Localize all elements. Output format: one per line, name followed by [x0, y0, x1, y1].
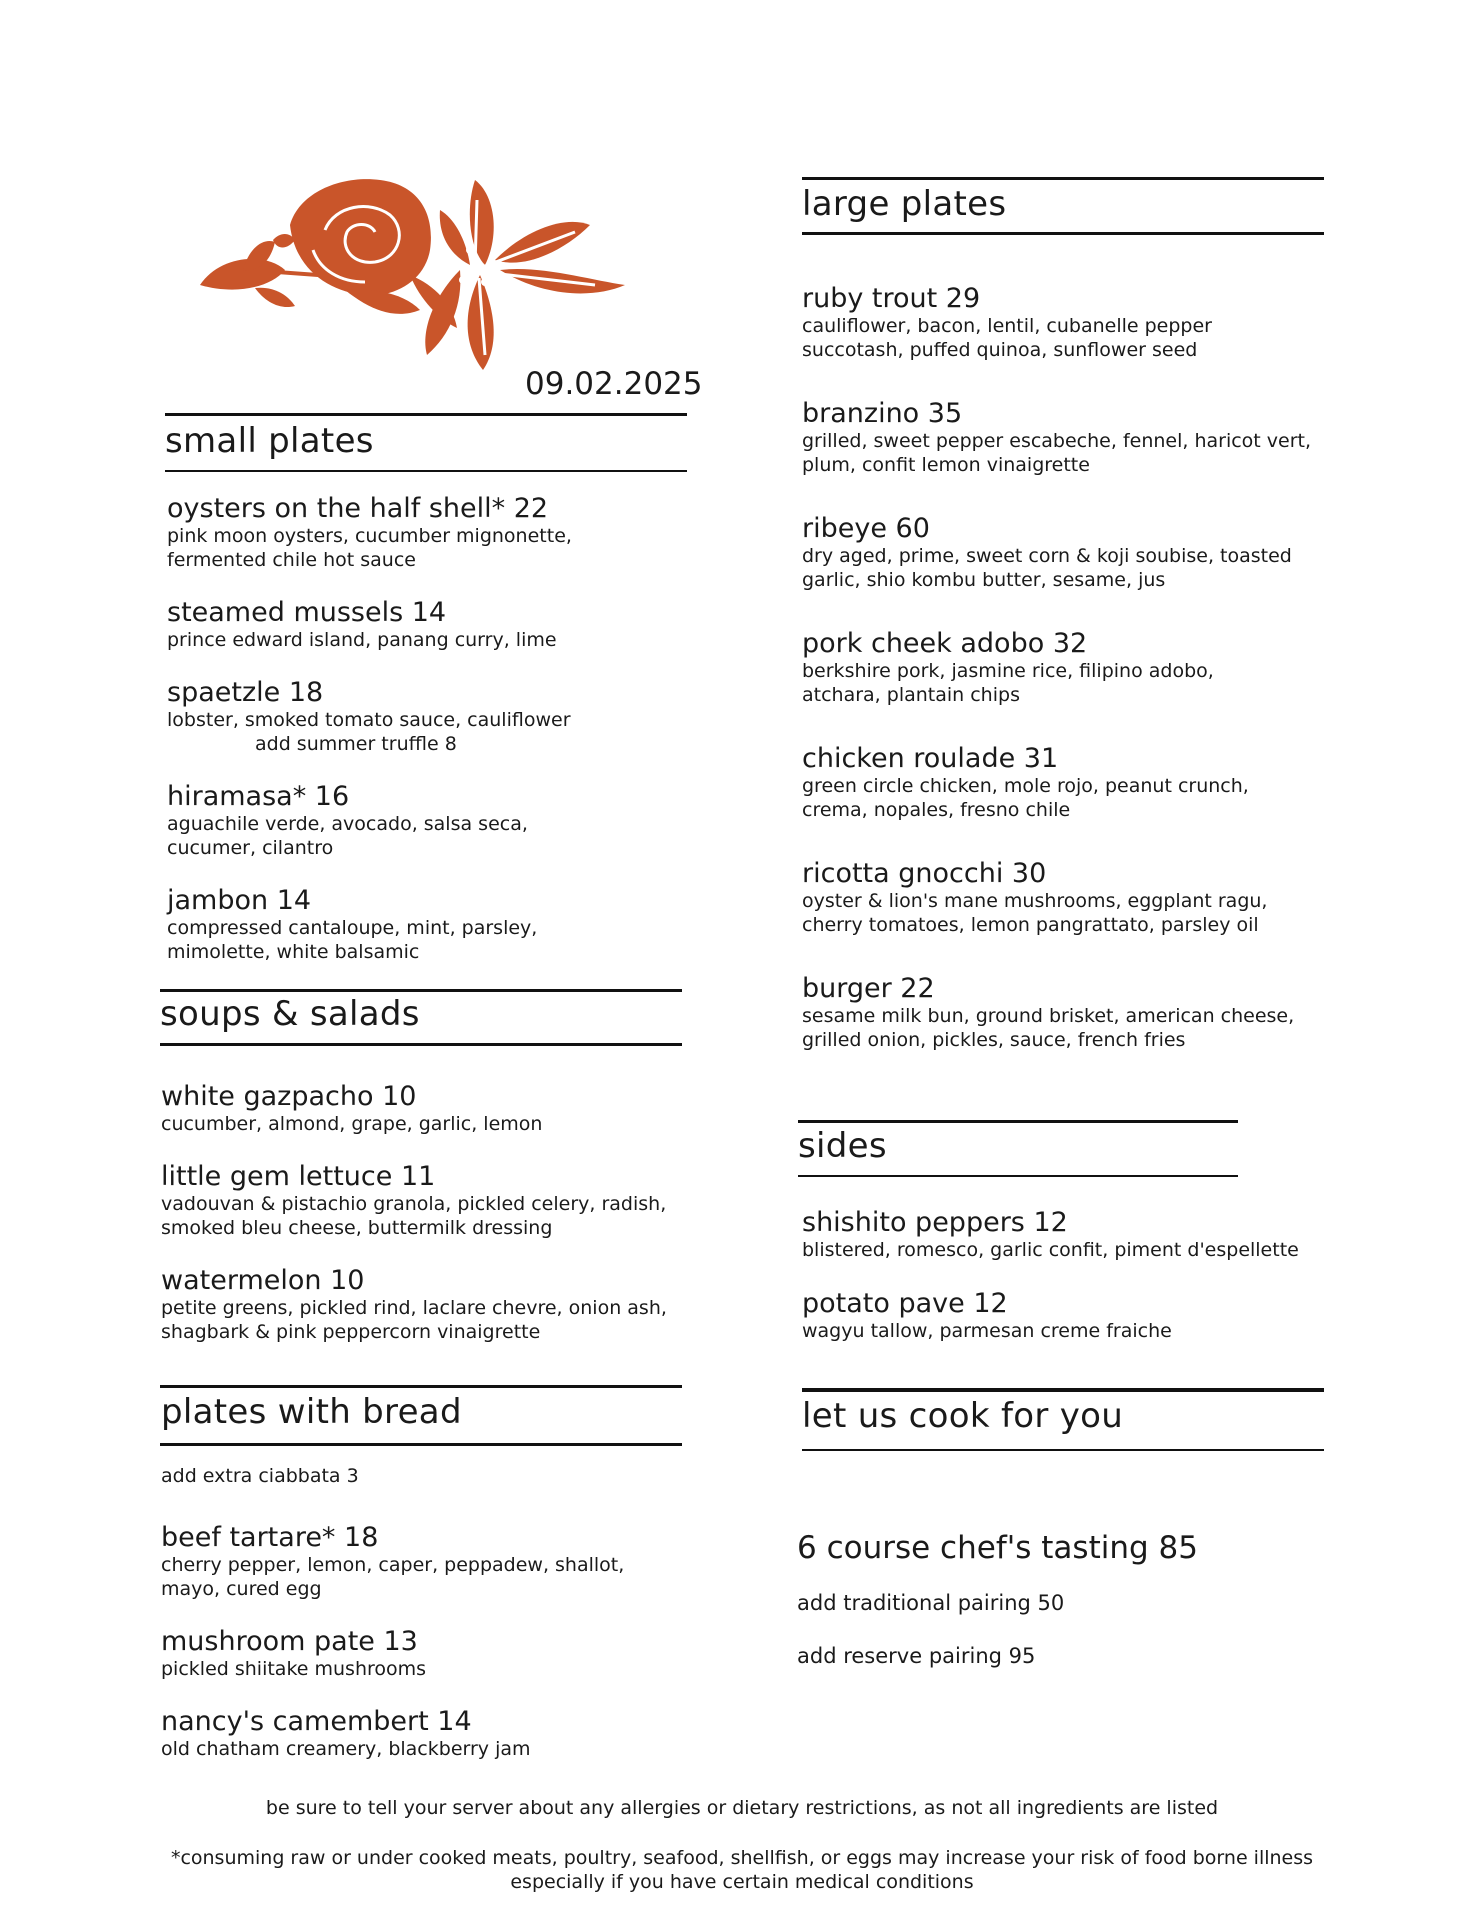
section-rule [798, 1175, 1238, 1177]
menu-item [167, 494, 572, 572]
dish-description: vadouvan & pistachio granola, pickled celery, radish, [161, 1193, 667, 1215]
dish-description: aguachile verde, avocado, salsa seca, [167, 813, 528, 835]
dish-description: berkshire pork, jasmine rice, filipino adobo, [802, 660, 1214, 682]
tasting-menu-title: 6 course chef's tasting 85 [797, 1530, 1198, 1566]
menu-item [167, 886, 537, 964]
dish-name: mushroom pate 13 [161, 1626, 418, 1657]
dish-description: old chatham creamery, blackberry jam [161, 1738, 531, 1760]
section-rule [160, 1385, 682, 1388]
menu-item [161, 1266, 667, 1344]
menu-item [802, 399, 1311, 477]
dish-name: ribeye 60 [802, 513, 930, 544]
dish-name: hiramasa* 16 [167, 781, 350, 812]
section-title-plates-with-bread: plates with bread [161, 1392, 462, 1432]
dish-description: fermented chile hot sauce [167, 549, 416, 571]
section-rule [802, 1388, 1324, 1392]
menu-item [161, 1082, 542, 1136]
section-title-tasting: let us cook for you [802, 1396, 1124, 1436]
section-rule [160, 1443, 682, 1446]
dish-name: potato pave 12 [802, 1288, 1008, 1319]
dish-description: grilled, sweet pepper escabeche, fennel, haricot vert, [802, 430, 1312, 452]
menu-item [802, 1289, 1172, 1343]
dish-description: grilled onion, pickles, sauce, french fries [802, 1029, 1186, 1051]
dish-description: green circle chicken, mole rojo, peanut crunch, [802, 775, 1249, 797]
dish-description: cherry pepper, lemon, caper, peppadew, shallot, [161, 1554, 625, 1576]
dish-description: blistered, romesco, garlic confit, piment d'espellette [802, 1239, 1299, 1261]
menu-item [802, 1208, 1299, 1262]
dish-name: oysters on the half shell* 22 [167, 493, 549, 524]
dish-name: steamed mussels 14 [167, 597, 447, 628]
dish-addon: add summer truffle 8 [255, 733, 457, 755]
section-title-large-plates: large plates [802, 184, 1007, 224]
dish-description: dry aged, prime, sweet corn & koji soubise, toasted [802, 545, 1292, 567]
pairing-option: add reserve pairing 95 [797, 1644, 1036, 1668]
dish-description: crema, nopales, fresno chile [802, 799, 1071, 821]
menu-item [161, 1523, 624, 1601]
dish-description: sesame milk bun, ground brisket, american cheese, [802, 1005, 1295, 1027]
dish-description: succotash, puffed quinoa, sunflower seed [802, 339, 1198, 361]
menu-item [167, 598, 557, 652]
dish-name: ricotta gnocchi 30 [802, 858, 1047, 889]
dish-description: cucumer, cilantro [167, 837, 334, 859]
section-rule [160, 1043, 682, 1046]
section-rule [160, 989, 682, 992]
dish-description: atchara, plantain chips [802, 684, 1020, 706]
menu-item [802, 744, 1249, 822]
section-rule [802, 232, 1324, 235]
menu-date: 09.02.2025 [525, 366, 703, 402]
dish-description: mayo, cured egg [161, 1578, 322, 1600]
consumption-warning: *consuming raw or under cooked meats, poultry, seafood, shellfish, or eggs may increase your risk of food borne illness [170, 1847, 1314, 1869]
menu-item [161, 1627, 426, 1681]
dish-name: little gem lettuce 11 [161, 1161, 436, 1192]
dish-description: shagbark & pink peppercorn vinaigrette [161, 1321, 541, 1343]
dish-name: spaetzle 18 [167, 677, 324, 708]
dish-name: branzino 35 [802, 398, 963, 429]
pairing-option: add traditional pairing 50 [797, 1591, 1065, 1615]
dish-name: nancy's camembert 14 [161, 1706, 472, 1737]
section-rule [802, 1449, 1324, 1451]
menu-item [802, 859, 1267, 937]
menu-item [161, 1162, 666, 1240]
consumption-warning: especially if you have certain medical conditions [510, 1871, 974, 1893]
menu-item [802, 629, 1214, 707]
dish-name: burger 22 [802, 973, 935, 1004]
section-title-soups-salads: soups & salads [160, 994, 420, 1034]
dish-description: compressed cantaloupe, mint, parsley, [167, 917, 538, 939]
section-rule [165, 470, 687, 472]
dish-description: oyster & lion's mane mushrooms, eggplant ragu, [802, 890, 1268, 912]
dish-name: white gazpacho 10 [161, 1081, 417, 1112]
section-rule [802, 177, 1324, 180]
menu-item [802, 974, 1294, 1052]
dish-description: garlic, shio kombu butter, sesame, jus [802, 569, 1166, 591]
menu-item [802, 284, 1212, 362]
section-title-sides: sides [798, 1126, 887, 1166]
menu-item [161, 1707, 531, 1761]
menu-item [167, 678, 571, 756]
allergy-notice: be sure to tell your server about any allergies or dietary restrictions, as not all ingredients are listed [265, 1797, 1219, 1819]
dish-description: smoked bleu cheese, buttermilk dressing [161, 1217, 553, 1239]
dish-name: watermelon 10 [161, 1265, 365, 1296]
dish-name: jambon 14 [167, 885, 312, 916]
dish-description: plum, confit lemon vinaigrette [802, 454, 1090, 476]
dish-description: petite greens, pickled rind, laclare chevre, onion ash, [161, 1297, 667, 1319]
dish-description: prince edward island, panang curry, lime [167, 629, 557, 651]
dish-name: beef tartare* 18 [161, 1522, 379, 1553]
dish-name: pork cheek adobo 32 [802, 628, 1088, 659]
section-rule [798, 1120, 1238, 1123]
dish-description: mimolette, white balsamic [167, 941, 420, 963]
dish-name: chicken roulade 31 [802, 743, 1059, 774]
dish-description: pink moon oysters, cucumber mignonette, [167, 525, 572, 547]
dish-description: wagyu tallow, parmesan creme fraiche [802, 1320, 1172, 1342]
menu-item [167, 782, 528, 860]
menu-item [802, 514, 1292, 592]
dish-description: pickled shiitake mushrooms [161, 1658, 427, 1680]
dish-name: ruby trout 29 [802, 283, 981, 314]
dish-description: cherry tomatoes, lemon pangrattato, parsley oil [802, 914, 1259, 936]
dish-description: cucumber, almond, grape, garlic, lemon [161, 1113, 543, 1135]
section-title-small-plates: small plates [165, 421, 374, 461]
dish-name: shishito peppers 12 [802, 1207, 1068, 1238]
dish-description: lobster, smoked tomato sauce, cauliflower [167, 709, 571, 731]
section-rule [165, 413, 687, 416]
rose-lily-floral-icon [195, 170, 645, 370]
dish-description: cauliflower, bacon, lentil, cubanelle pepper [802, 315, 1212, 337]
bread-note: add extra ciabbata 3 [161, 1465, 359, 1487]
